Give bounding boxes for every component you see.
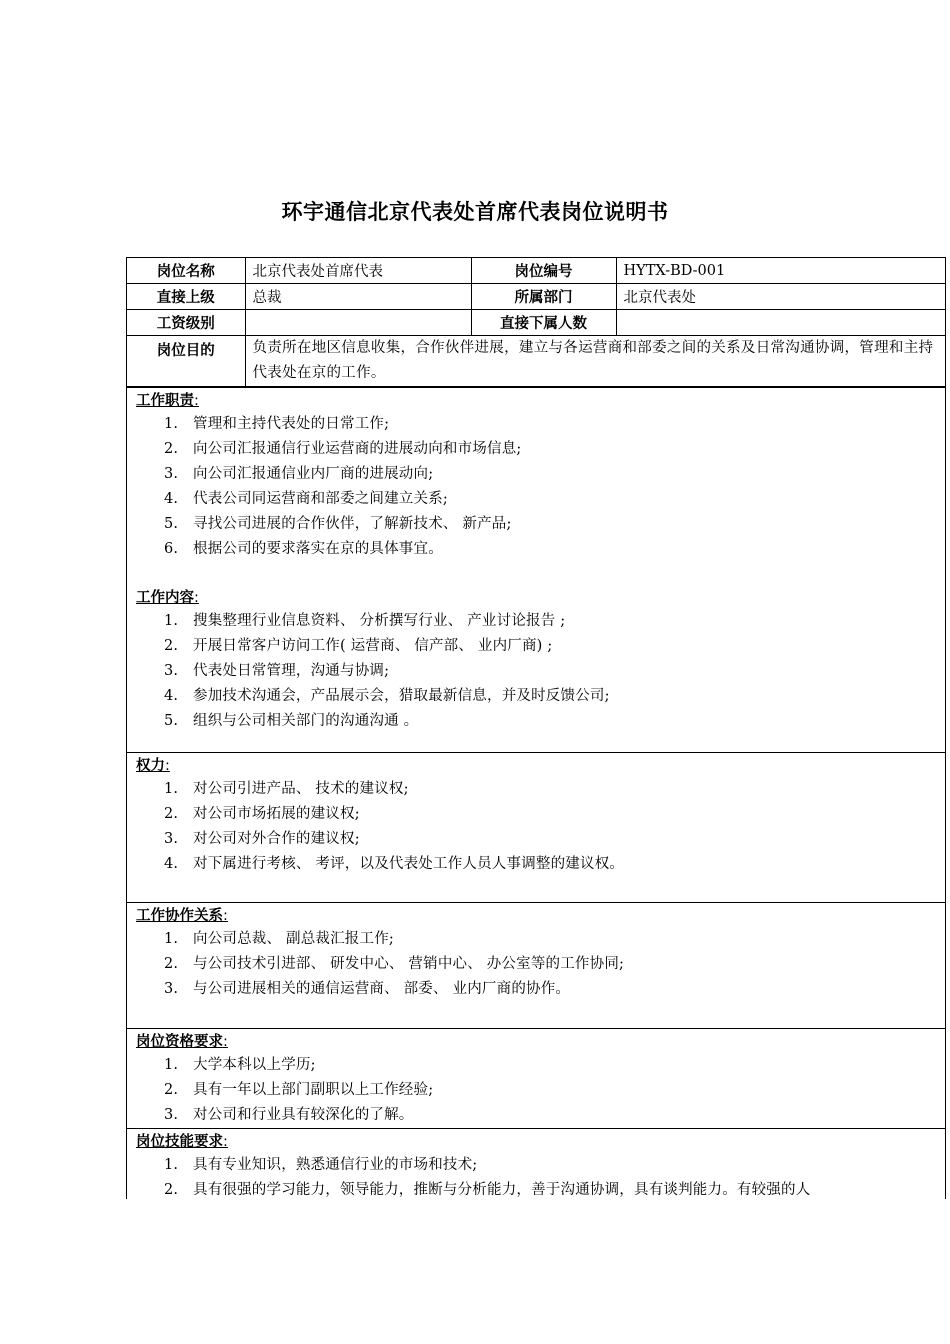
list-item (136, 927, 937, 952)
list-item-number: 4. (164, 491, 179, 507)
list-item (136, 1053, 937, 1078)
list-item-text: 向公司汇报通信业内厂商的进展动向; (193, 466, 434, 482)
section-cooperation (127, 902, 945, 1028)
info-row (127, 258, 945, 284)
section-qualification (127, 1028, 945, 1128)
list-item (136, 684, 937, 709)
info-row (127, 284, 945, 310)
list-item (136, 802, 937, 827)
list-item-number: 1. (164, 1157, 179, 1173)
list-item-number: 2. (164, 1182, 179, 1198)
list-item-number: 6. (164, 541, 179, 557)
list-item-text: 管理和主持代表处的日常工作; (193, 416, 390, 432)
list-item-number: 3. (164, 981, 179, 997)
purpose-label: 岗位目的 (127, 336, 245, 387)
purpose-text: 负责所在地区信息收集，合作伙伴进展，建立与各运营商和部委之间的关系及日常沟通协调，管理和主持代表处在京的工作。 (245, 336, 945, 387)
list-item (136, 609, 937, 634)
list-item (136, 487, 937, 512)
position-name-label: 岗位名称 (127, 258, 245, 284)
supervisor-value: 总裁 (245, 284, 471, 310)
qualification-list (136, 1053, 937, 1128)
document-title: 环宇通信北京代表处首席代表岗位说明书 (281, 200, 669, 224)
list-item-number: 1. (164, 781, 179, 797)
list-item-number: 2. (164, 806, 179, 822)
list-item-number: 1. (164, 416, 179, 432)
list-item-text: 具有一年以上部门副职以上工作经验; (193, 1082, 434, 1098)
list-item (136, 1153, 937, 1178)
list-item-number: 3. (164, 466, 179, 482)
skills-list (136, 1153, 937, 1199)
basic-info-table (127, 258, 945, 387)
section-duties-and-content (127, 387, 945, 752)
position-code-value: HYTX-BD-001 (616, 258, 945, 284)
list-item-text: 对公司对外合作的建议权; (193, 831, 360, 847)
list-item-text: 搜集整理行业信息资料、 分析撰写行业、 产业讨论报告 ; (193, 613, 566, 629)
list-item-number: 3. (164, 831, 179, 847)
cooperation-heading: 工作协作关系: (136, 908, 228, 924)
list-item (136, 777, 937, 802)
section-skills (127, 1128, 945, 1199)
authority-list (136, 777, 937, 877)
salary-level-label: 工资级别 (127, 310, 245, 336)
list-item-text: 向公司总裁、 副总裁汇报工作; (193, 931, 394, 947)
content-list (136, 609, 937, 734)
list-item-text: 根据公司的要求落实在京的具体事宜。 (193, 541, 443, 557)
list-item-text: 与公司技术引进部、 研发中心、 营销中心、 办公室等的工作协同; (193, 956, 625, 972)
list-item (136, 634, 937, 659)
subordinates-value (616, 310, 945, 336)
position-code-label: 岗位编号 (471, 258, 616, 284)
content-heading: 工作内容: (136, 590, 199, 606)
list-item-text: 参加技术沟通会，产品展示会，猎取最新信息，并及时反馈公司; (193, 688, 610, 704)
department-value: 北京代表处 (616, 284, 945, 310)
position-name-value: 北京代表处首席代表 (245, 258, 471, 284)
list-item-text: 开展日常客户访问工作( 运营商、 信产部、 业内厂商) ; (193, 638, 553, 654)
list-item-text: 对下属进行考核、 考评，以及代表处工作人员人事调整的建议权。 (193, 856, 625, 872)
list-item-number: 2. (164, 441, 179, 457)
supervisor-label: 直接上级 (127, 284, 245, 310)
duties-heading: 工作职责: (136, 393, 199, 409)
list-item-text: 具有专业知识，熟悉通信行业的市场和技术; (193, 1157, 478, 1173)
list-item-number: 1. (164, 613, 179, 629)
list-item-text: 寻找公司进展的合作伙伴，了解新技术、 新产品; (193, 516, 512, 532)
department-label: 所属部门 (471, 284, 616, 310)
list-item-text: 对公司和行业具有较深化的了解。 (193, 1107, 414, 1123)
list-item-text: 代表处日常管理，沟通与协调; (193, 663, 390, 679)
list-item-number: 5. (164, 713, 179, 729)
list-item (136, 977, 937, 1002)
cooperation-list (136, 927, 937, 1002)
list-item-number: 2. (164, 1082, 179, 1098)
skills-heading: 岗位技能要求: (136, 1134, 228, 1150)
info-row (127, 336, 945, 387)
list-item-text: 具有很强的学习能力，领导能力，推断与分析能力，善于沟通协调，具有谈判能力。有较强的人 (193, 1182, 811, 1198)
job-description-form (126, 257, 946, 1199)
list-item-number: 2. (164, 638, 179, 654)
list-item (136, 1078, 937, 1103)
list-item-number: 3. (164, 663, 179, 679)
list-item (136, 852, 937, 877)
list-item (136, 512, 937, 537)
list-item-number: 2. (164, 956, 179, 972)
list-item (136, 1103, 937, 1128)
list-item (136, 952, 937, 977)
list-item-number: 3. (164, 1107, 179, 1123)
section-authority (127, 752, 945, 902)
list-item (136, 412, 937, 437)
subordinates-label: 直接下属人数 (471, 310, 616, 336)
list-item (136, 709, 937, 734)
list-item-text: 大学本科以上学历; (193, 1057, 316, 1073)
list-item-text: 对公司引进产品、 技术的建议权; (193, 781, 409, 797)
list-item-text: 代表公司同运营商和部委之间建立关系; (193, 491, 448, 507)
list-item-number: 5. (164, 516, 179, 532)
qualification-heading: 岗位资格要求: (136, 1034, 228, 1050)
list-item-text: 组织与公司相关部门的沟通沟通 。 (193, 713, 419, 729)
list-item (136, 827, 937, 852)
info-row (127, 310, 945, 336)
list-item-text: 对公司市场拓展的建议权; (193, 806, 360, 822)
list-item (136, 1178, 937, 1199)
authority-heading: 权力: (136, 758, 170, 774)
list-item (136, 537, 937, 562)
list-item-number: 4. (164, 856, 179, 872)
duties-list (136, 412, 937, 562)
list-item-text: 与公司进展相关的通信运营商、 部委、 业内厂商的协作。 (193, 981, 571, 997)
list-item-number: 4. (164, 688, 179, 704)
salary-level-value (245, 310, 471, 336)
list-item-number: 1. (164, 1057, 179, 1073)
list-item (136, 659, 937, 684)
list-item-number: 1. (164, 931, 179, 947)
list-item (136, 462, 937, 487)
list-item-text: 向公司汇报通信行业运营商的进展动向和市场信息; (193, 441, 522, 457)
list-item (136, 437, 937, 462)
